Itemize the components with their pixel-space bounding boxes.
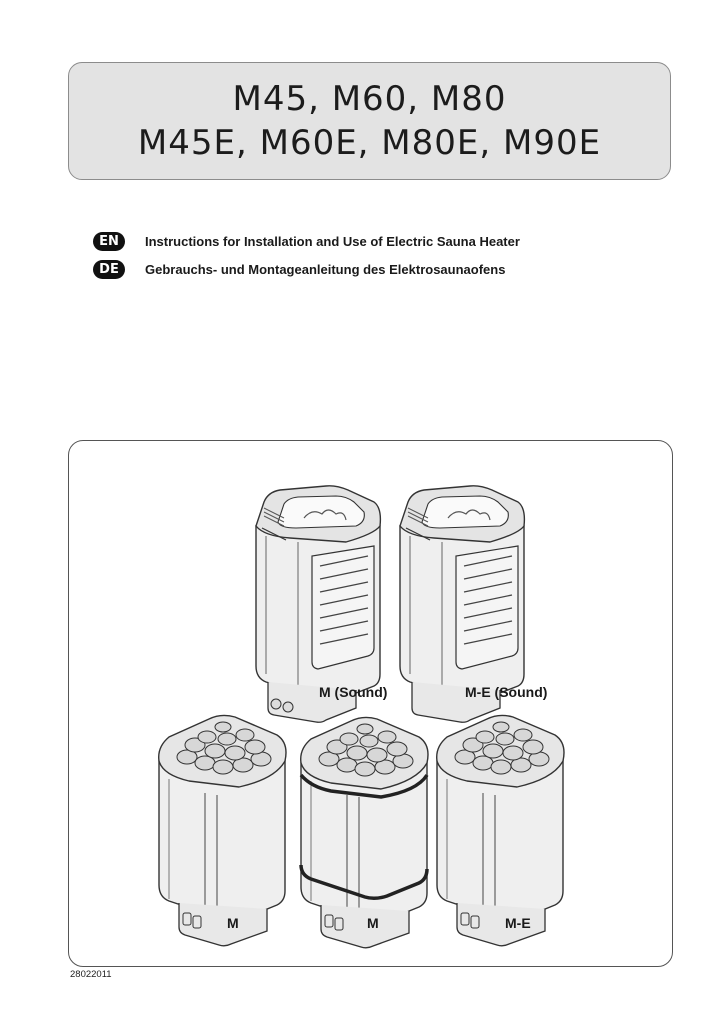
title-box: [68, 62, 671, 180]
caption-me-sound: M-E (Sound): [465, 684, 548, 700]
heater-me-drawing: [437, 715, 564, 945]
heater-illustration-box: [68, 440, 673, 967]
model-title-line-2: M45E, M60E, M80E, M90E: [137, 123, 602, 163]
document-number: 28022011: [70, 969, 112, 980]
heater-m-drawing-2: [301, 717, 428, 947]
heater-m-drawing-1: [159, 715, 286, 945]
language-row-de: [93, 258, 505, 280]
language-text-de: Gebrauchs- und Montageanleitung des Elektrosaunaofens: [145, 261, 506, 277]
heater-illustrations: [69, 441, 672, 966]
language-badge-en: EN: [93, 232, 125, 251]
model-title-line-1: M45, M60, M80: [232, 79, 507, 119]
language-row-en: [93, 230, 520, 252]
caption-m-2: M: [367, 915, 379, 931]
caption-m-1: M: [227, 915, 239, 931]
caption-m-sound: M (Sound): [319, 684, 388, 700]
language-text-en: Instructions for Installation and Use of Electric Sauna Heater: [145, 233, 520, 249]
language-badge-de: DE: [93, 260, 125, 279]
caption-me: M-E: [505, 915, 531, 931]
